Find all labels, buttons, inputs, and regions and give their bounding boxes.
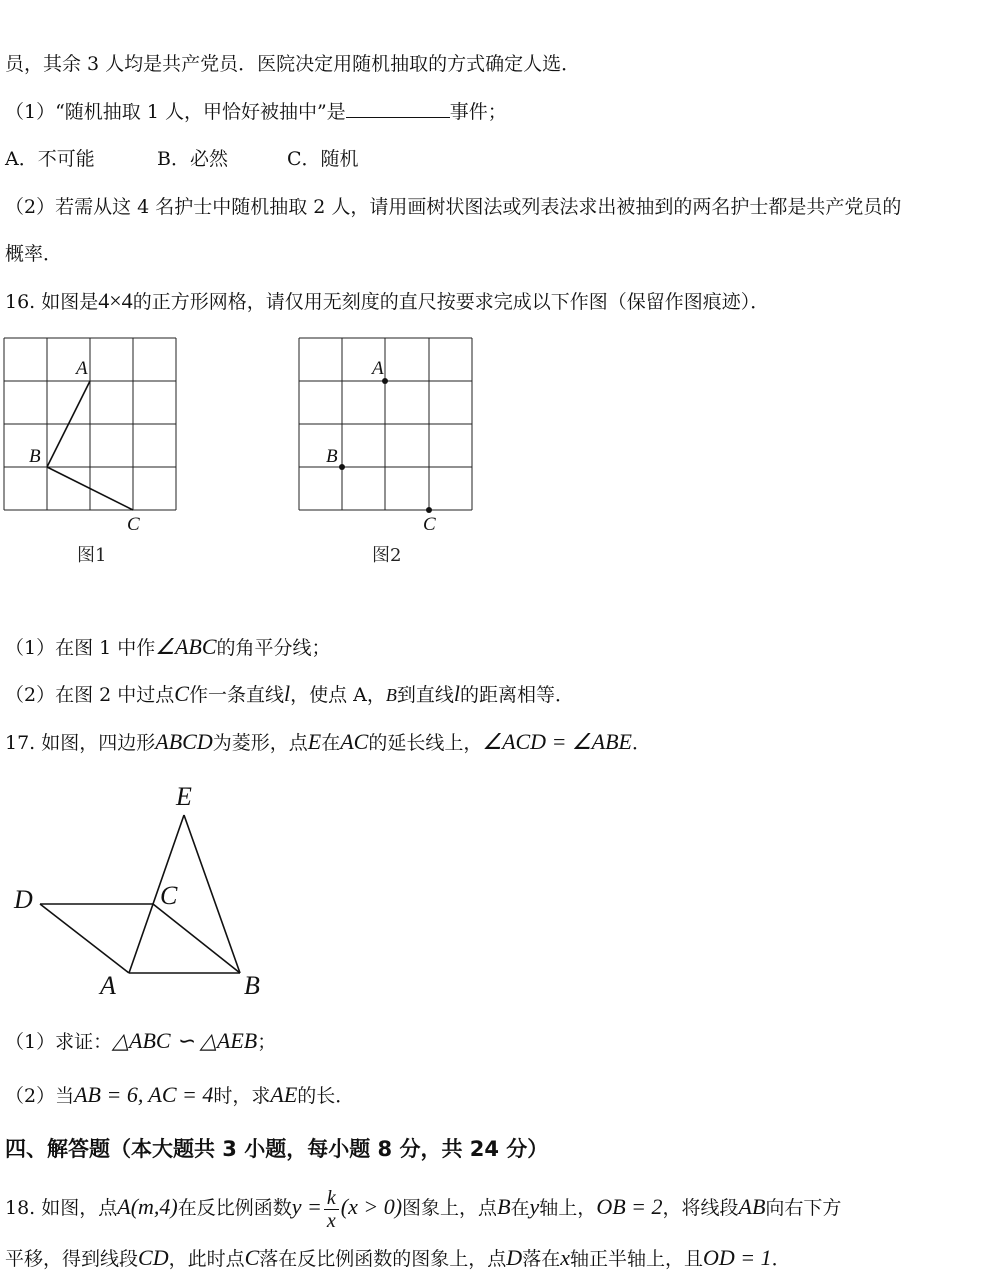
p18-text-2: 在反比例函数 [177, 1197, 292, 1219]
p18-line2 [5, 1244, 791, 1273]
p15-q2 [5, 193, 901, 221]
p16-q2-text-5: 的距离相等． [460, 684, 575, 706]
p18-frac-den: x [326, 1209, 336, 1232]
p16-q2-text-3: ，使点 A， [290, 684, 386, 706]
p18-l2-text: 平移，得到线段 [5, 1248, 139, 1270]
p17-similarity: △ABC ∽ △AEB [112, 1028, 258, 1053]
p16-intro-text: 16. 如图是 [5, 291, 99, 313]
figure-2-caption: 图2 [372, 545, 402, 566]
p17-point-e: E [307, 729, 322, 754]
p18-l2-text-3: 落在反比例函数的图象上，点 [259, 1248, 507, 1270]
p17-intro-text-5: ． [631, 732, 651, 754]
section-heading: 四、解答题（本大题共 3 小题，每小题 8 分，共 24 分） [5, 1137, 549, 1161]
p18-frac-num: k [324, 1187, 339, 1210]
figure-1 [0, 330, 200, 570]
p17-q1-text-2: ； [257, 1031, 277, 1053]
p17-segment-ac: AC [340, 729, 369, 754]
p18-od: OD = 1 [702, 1245, 772, 1270]
p18-text-7: 向右下方 [765, 1197, 842, 1219]
p16-intro-text-2: 的正方形网格，请仅用无刻度的直尺按要求完成以下作图（保留作图痕迹）． [132, 291, 770, 313]
p15-q2-cont [5, 240, 62, 268]
p17-angle-eq: ∠ACD = ∠ABE [482, 729, 632, 754]
p16-intro [5, 287, 769, 316]
p16-grid-size: 4×4 [98, 288, 133, 313]
figure-1-grid [4, 338, 176, 510]
p18-domain: (x > 0) [340, 1194, 403, 1219]
p15-q1 [5, 98, 507, 126]
figure-2-grid [299, 338, 472, 510]
label-d: D [14, 885, 33, 914]
label-e: E [176, 782, 192, 811]
answer-blank [346, 99, 450, 118]
rhombus-figure [0, 775, 290, 1010]
p16-q1-angle: ∠ABC [155, 634, 217, 659]
p16-q2 [5, 680, 574, 709]
p17-q2-text-3: 的长． [297, 1085, 355, 1107]
label-c: C [160, 881, 178, 910]
p17-q2-text-2: 时，求 [213, 1085, 271, 1107]
p18-l2-text-6: ． [771, 1248, 791, 1270]
label-b: B [29, 446, 41, 467]
p16-q2-text: （2）在图 2 中过点 [5, 684, 175, 706]
figure-2 [295, 330, 495, 570]
p16-q1 [5, 633, 331, 662]
p18-text-6: ，将线段 [662, 1197, 739, 1219]
p16-q1-text-2: 的角平分线； [216, 637, 331, 659]
p16-q2-point-c: C [174, 681, 189, 706]
p18-point-a: A(m,4) [117, 1194, 178, 1219]
p16-q2-line-l: l [283, 681, 291, 706]
p17-intro-text-4: 的延长线上， [368, 732, 483, 754]
p18-text-4: 在 [510, 1197, 530, 1219]
p15-q2-text-cont: 概率． [5, 243, 63, 265]
p18-point-d: D [506, 1245, 523, 1270]
p17-q2 [5, 1081, 354, 1110]
p17-intro-text: 17. 如图，四边形 [5, 732, 156, 754]
option-b: B．必然 [157, 148, 228, 170]
p18-point-b: B [497, 1194, 511, 1219]
p17-intro-text-3: 在 [321, 732, 341, 754]
p18-l2-text-5: 轴正半轴上，且 [569, 1248, 703, 1270]
p17-segment-ae: AE [270, 1082, 298, 1107]
segment-eb [184, 815, 240, 973]
p17-intro-text-2: 为菱形，点 [212, 732, 308, 754]
p16-q2-text-4: 到直线 [396, 684, 454, 706]
p17-given: AB = 6, AC = 4 [74, 1082, 214, 1107]
figure-1-caption: 图1 [77, 545, 107, 566]
p15-q2-text: （2）若需从这 4 名护士中随机抽取 2 人，请用画树状图法或列表法求出被抽到的两名护士都是共产党员的 [5, 196, 902, 218]
p17-intro [5, 728, 651, 757]
p18-axis-y: y [529, 1194, 540, 1219]
p17-quad: ABCD [155, 729, 213, 754]
p18-text-5: 轴上， [539, 1197, 597, 1219]
label-c: C [423, 514, 436, 535]
p15-q1-text: （1）“随机抽取 1 人，甲恰好被抽中”是 [5, 101, 346, 123]
label-a: A [372, 358, 384, 379]
option-c: C．随机 [287, 148, 359, 170]
p18-line1 [5, 1181, 841, 1233]
p15-text: 员，其余 3 人均是共产党员．医院决定用随机抽取的方式确定人选． [5, 53, 581, 75]
p18-func-y: y = [291, 1194, 322, 1219]
p16-q1-text: （1）在图 1 中作 [5, 637, 156, 659]
point-c [426, 507, 432, 513]
p15-q1-text-end: 事件； [449, 101, 507, 123]
p18-text-3: 图象上，点 [402, 1197, 498, 1219]
p15-options [5, 145, 359, 173]
p18-l2-text-4: 落在 [522, 1248, 561, 1270]
option-a: A．不可能 [5, 148, 95, 170]
p18-fraction [324, 1187, 339, 1232]
p16-q2-text-2: 作一条直线 [188, 684, 284, 706]
label-a: A [76, 358, 88, 379]
p16-q2-line-l-2: l [453, 681, 460, 706]
label-a: A [100, 971, 116, 1000]
p18-text: 18. 如图，点 [5, 1197, 118, 1219]
label-b: B [326, 446, 338, 467]
p18-axis-x: x [560, 1245, 570, 1270]
p18-point-c: C [244, 1245, 260, 1270]
p17-q1 [5, 1027, 276, 1056]
p18-segment-cd: CD [138, 1245, 169, 1270]
p18-segment-ab: AB [738, 1194, 766, 1219]
segment-da [40, 904, 129, 973]
p18-ob: OB = 2 [596, 1194, 663, 1219]
p17-q1-text: （1）求证： [5, 1031, 113, 1053]
p15-line1 [5, 50, 580, 78]
point-b [339, 464, 345, 470]
label-c: C [127, 514, 140, 535]
p17-q2-text: （2）当 [5, 1085, 75, 1107]
p16-q2-point-b: B [385, 685, 397, 705]
label-b: B [244, 971, 260, 1000]
p18-l2-text-2: ，此时点 [168, 1248, 245, 1270]
